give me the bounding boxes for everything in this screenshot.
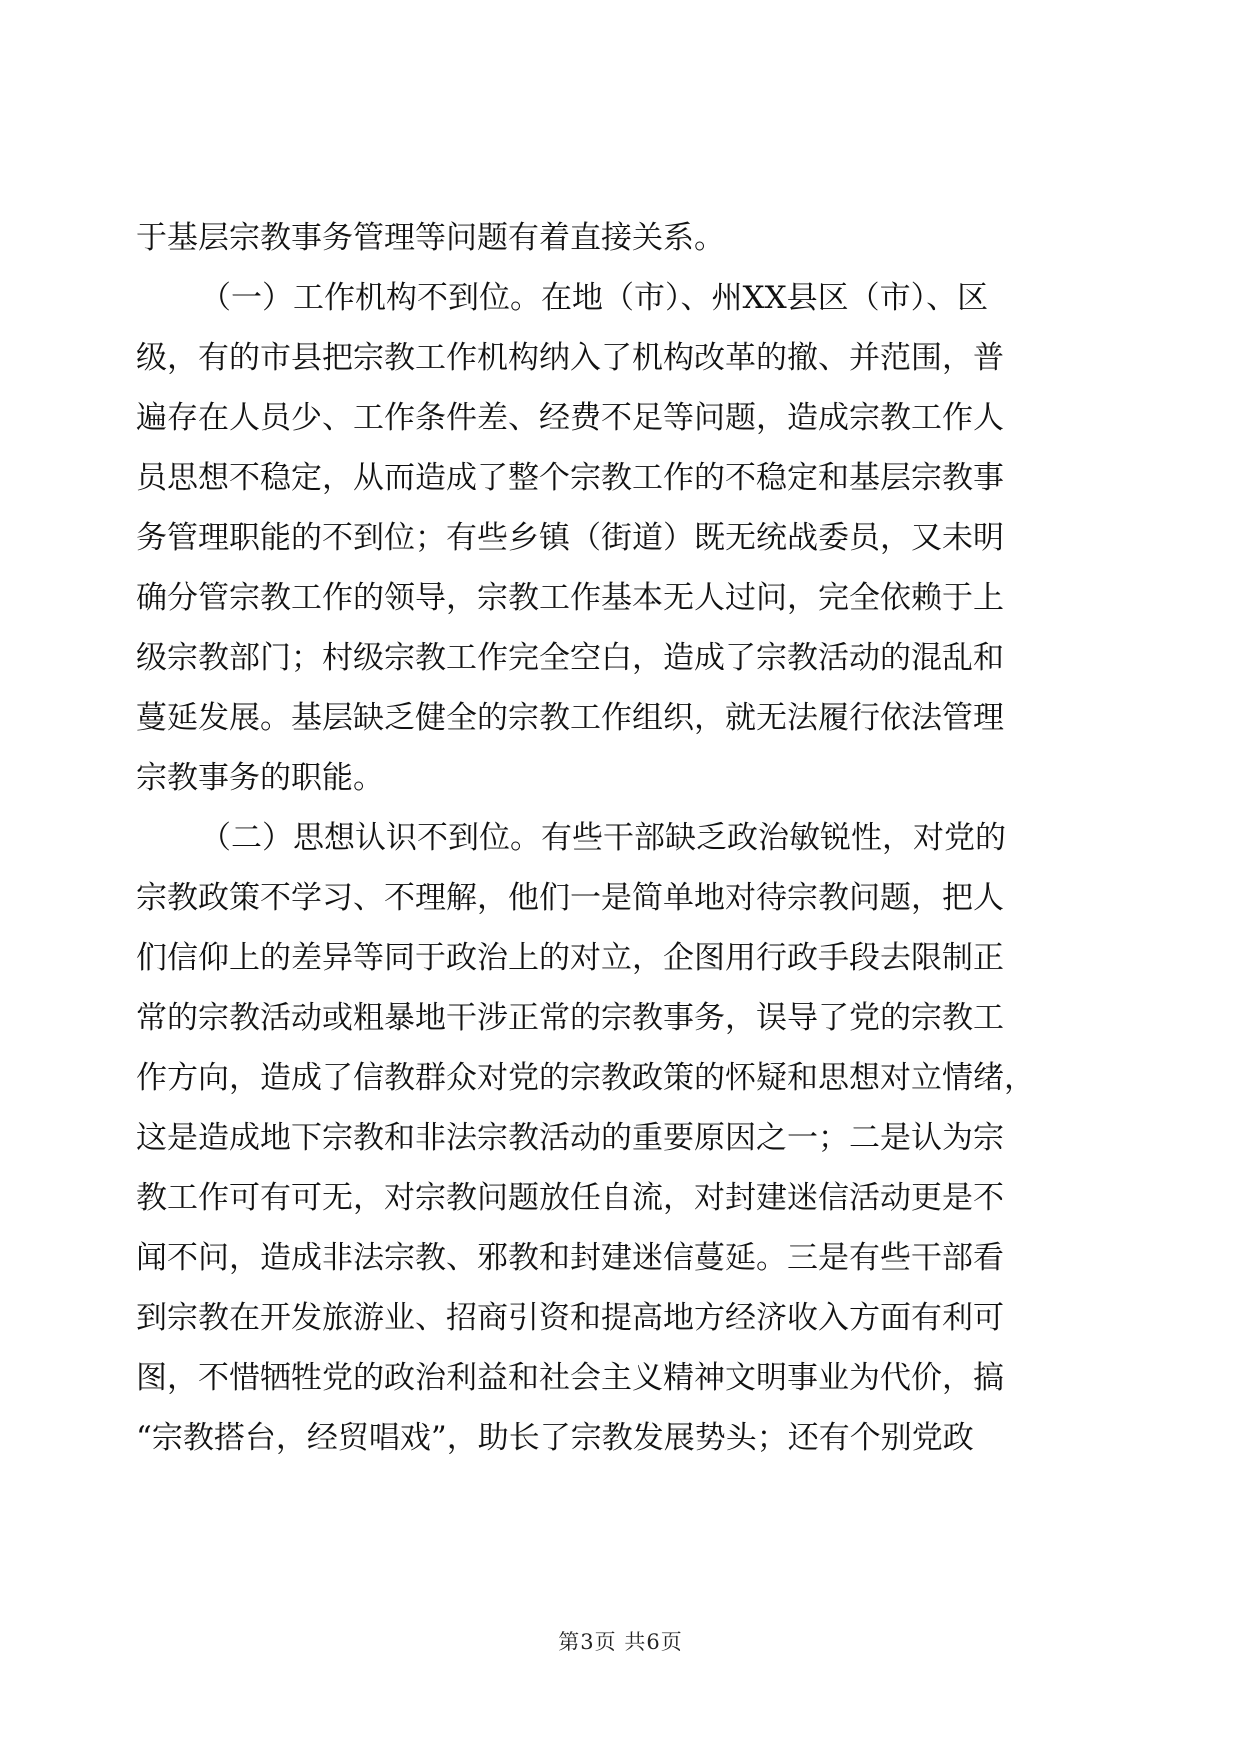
text-line: 务管理职能的不到位；有些乡镇（街道）既无统战委员，又未明 — [136, 520, 1004, 556]
text-line: （一）工作机构不到位。在地（市）、州XX县区（市）、区 — [200, 280, 989, 316]
text-line: 作方向，造成了信教群众对党的宗教政策的怀疑和思想对立情绪， — [136, 1060, 1035, 1096]
text-line: 蔓延发展。基层缺乏健全的宗教工作组织，就无法履行依法管理 — [136, 700, 1004, 736]
text-line: 到宗教在开发旅游业、招商引资和提高地方经济收入方面有利可 — [136, 1300, 1004, 1336]
text-line: 宗教事务的职能。 — [136, 760, 384, 796]
text-line: 于基层宗教事务管理等问题有着直接关系。 — [136, 220, 725, 256]
text-line: （二）思想认识不到位。有些干部缺乏政治敏锐性，对党的 — [200, 820, 1006, 856]
text-line: 级，有的市县把宗教工作机构纳入了机构改革的撤、并范围，普 — [136, 340, 1004, 376]
body-text — [136, 208, 1096, 1468]
text-line: “宗教搭台，经贸唱戏”，助长了宗教发展势头；还有个别党政 — [136, 1420, 974, 1456]
text-line: 闻不问，造成非法宗教、邪教和封建迷信蔓延。三是有些干部看 — [136, 1240, 1004, 1276]
text-line: 确分管宗教工作的领导，宗教工作基本无人过问，完全依赖于上 — [136, 580, 1004, 616]
page-number: 第3页 共6页 — [558, 1630, 683, 1654]
text-line: 宗教政策不学习、不理解，他们一是简单地对待宗教问题，把人 — [136, 880, 1004, 916]
text-line: 常的宗教活动或粗暴地干涉正常的宗教事务，误导了党的宗教工 — [136, 1000, 1004, 1036]
text-line: 员思想不稳定，从而造成了整个宗教工作的不稳定和基层宗教事 — [136, 460, 1004, 496]
text-line: 级宗教部门；村级宗教工作完全空白，造成了宗教活动的混乱和 — [136, 640, 1004, 676]
text-line: 教工作可有可无，对宗教问题放任自流，对封建迷信活动更是不 — [136, 1180, 1004, 1216]
text-line: 们信仰上的差异等同于政治上的对立，企图用行政手段去限制正 — [136, 940, 1004, 976]
text-line: 这是造成地下宗教和非法宗教活动的重要原因之一；二是认为宗 — [136, 1120, 1004, 1156]
text-line: 遍存在人员少、工作条件差、经费不足等问题，造成宗教工作人 — [136, 400, 1004, 436]
text-line: 图，不惜牺牲党的政治利益和社会主义精神文明事业为代价，搞 — [136, 1360, 1004, 1396]
